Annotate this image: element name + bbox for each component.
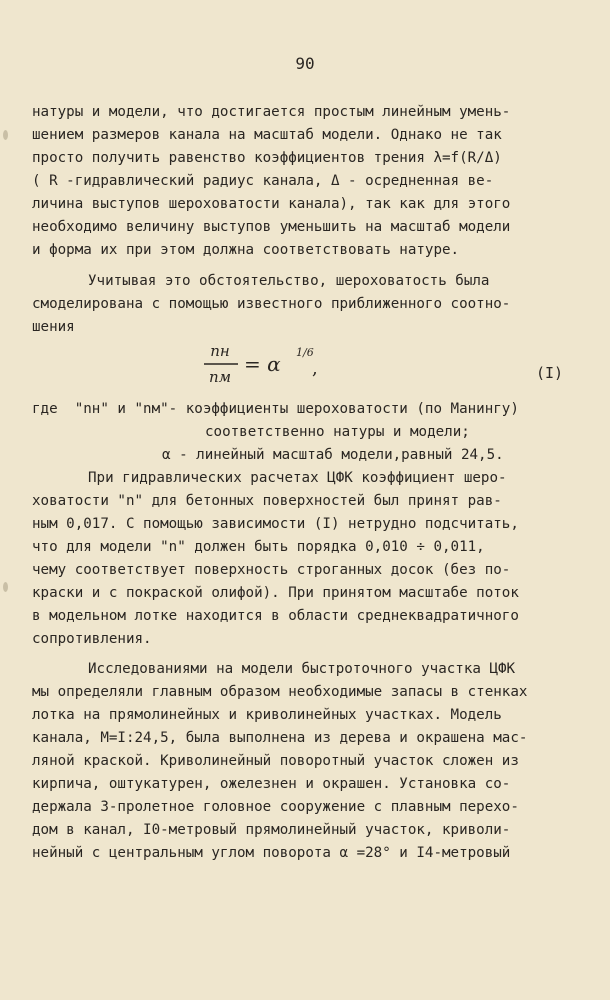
text-line: смоделирована с помощью известного приближенного соотно- bbox=[32, 296, 511, 312]
text-line: ховатости "n" для бетонных поверхностей был принят рав- bbox=[32, 493, 502, 509]
formula-comma: , bbox=[312, 358, 318, 379]
text-line: лотка на прямолинейных и криволинейных участках. Модель bbox=[32, 707, 502, 723]
text-line: и форма их при этом должна соответствовать натуре. bbox=[32, 242, 460, 258]
text-line: дом в канал, I0-метровый прямолинейный участок, криволи- bbox=[32, 822, 511, 838]
text-line: личина выступов шероховатости канала), так как для этого bbox=[32, 196, 511, 212]
binding-hole bbox=[3, 582, 8, 592]
text-line: Учитывая это обстоятельство, шероховатость была bbox=[88, 273, 490, 289]
text-line: α - линейный масштаб модели,равный 24,5. bbox=[162, 447, 504, 463]
text-line: кирпича, оштукатурен, ожелезнен и окрашен. Установка со- bbox=[32, 776, 511, 792]
text-line: При гидравлических расчетах ЦФК коэффициент шеро- bbox=[88, 470, 507, 486]
text-line: шения bbox=[32, 319, 75, 335]
text-line: Исследованиями на модели быстроточного участка ЦФК bbox=[88, 661, 516, 677]
text-line: ляной краской. Криволинейный поворотный участок сложен из bbox=[32, 753, 519, 769]
page-number: 90 bbox=[295, 54, 315, 73]
formula-numerator: nн bbox=[210, 342, 230, 360]
formula-exponent: 1/6 bbox=[296, 346, 314, 359]
formula-denominator: nм bbox=[208, 368, 232, 386]
text-line: чему соответствует поверхность строганных досок (без по- bbox=[32, 562, 511, 578]
text-line: ( R -гидравлический радиус канала, Δ - осредненная ве- bbox=[32, 173, 494, 189]
formula-rhs: = α bbox=[244, 352, 281, 376]
text-line: просто получить равенство коэффициентов трения λ=f(R/Δ) bbox=[32, 150, 502, 166]
text-line: сопротивления. bbox=[32, 631, 152, 647]
text-line: в модельном лотке находится в области среднеквадратичного bbox=[32, 608, 519, 624]
text-line: мы определяли главным образом необходимые запасы в стенках bbox=[32, 684, 528, 700]
text-line: краски и с покраской олифой). При принятом масштабе поток bbox=[32, 585, 519, 601]
text-line: что для модели "n" должен быть порядка 0,010 ÷ 0,011, bbox=[32, 539, 485, 555]
text-line: соответственно натуры и модели; bbox=[205, 424, 470, 440]
text-line: нейный с центральным углом поворота α =28° и I4-метровый bbox=[32, 845, 511, 861]
formula-I bbox=[196, 338, 336, 390]
text-line: натуры и модели, что достигается простым линейным умень- bbox=[32, 104, 511, 120]
text-line: шением размеров канала на масштаб модели. Однако не так bbox=[32, 127, 502, 143]
text-line: ным 0,017. С помощью зависимости (I) нетрудно подсчитать, bbox=[32, 516, 519, 532]
equation-number: (I) bbox=[536, 364, 564, 382]
text-line: держала 3-пролетное головное сооружение с плавным перехо- bbox=[32, 799, 519, 815]
text-line: необходимо величину выступов уменьшить на масштаб модели bbox=[32, 219, 511, 235]
text-line: канала, М=I:24,5, была выполнена из дерева и окрашена мас- bbox=[32, 730, 528, 746]
text-line: где "nн" и "nм"- коэффициенты шероховатости (по Манингу) bbox=[32, 401, 519, 417]
binding-hole bbox=[3, 130, 8, 140]
